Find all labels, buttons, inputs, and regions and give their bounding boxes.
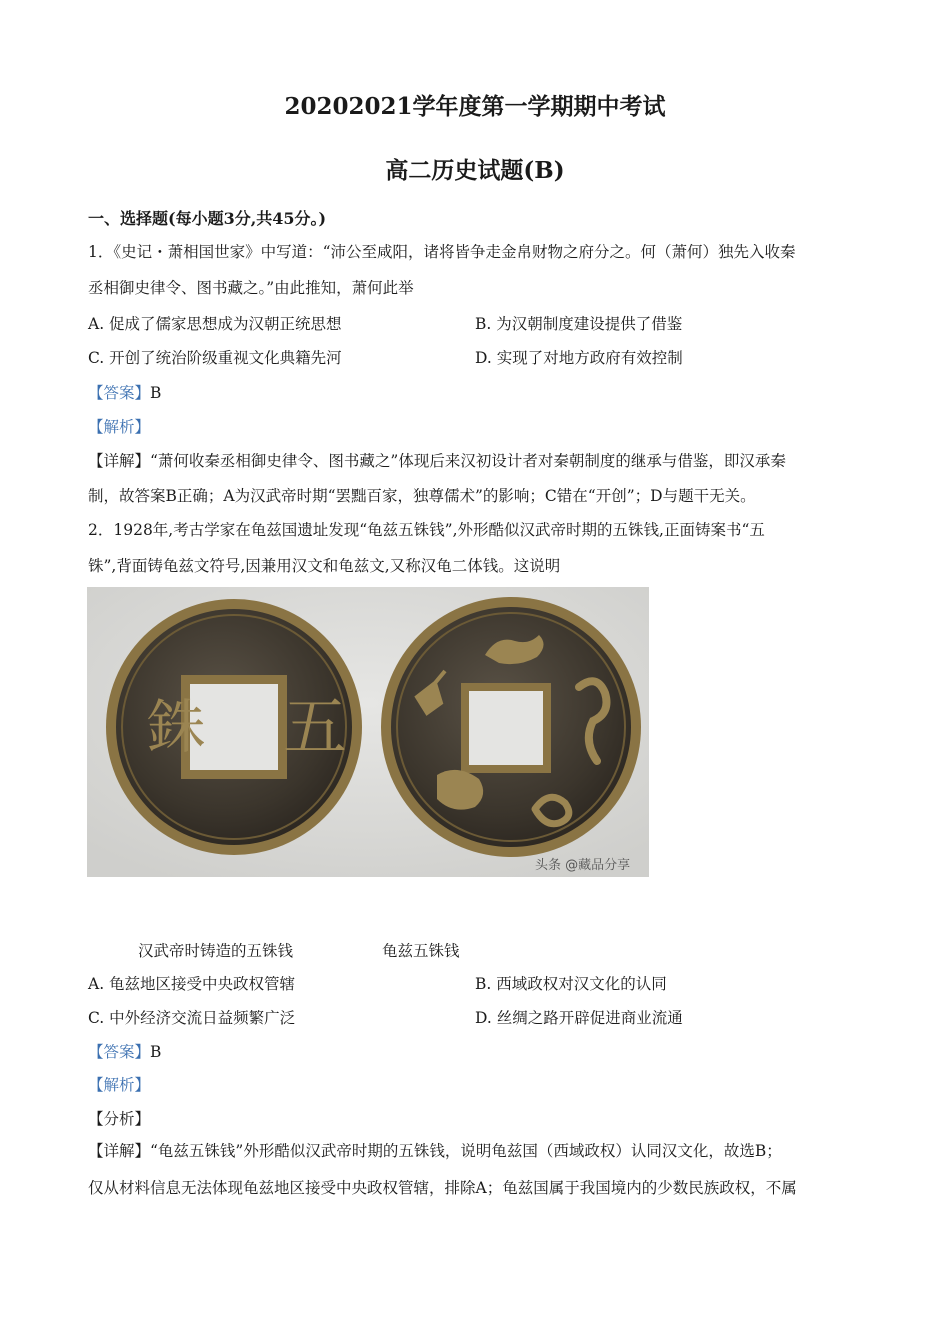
q2-detail-line2: 仅从材料信息无法体现龟兹地区接受中央政权管辖，排除A；龟兹国属于我国境内的少数民族政权，不属	[88, 1179, 797, 1197]
q2-answer	[88, 1040, 161, 1062]
answer-value: B	[150, 384, 162, 402]
answer-label: 【答案】	[88, 1043, 151, 1061]
q2-stem-line1: 2．1928年,考古学家在龟兹国遗址发现“龟兹五铢钱”,外形酷似汉武帝时期的五铢钱,正面铸案书“五	[88, 521, 765, 539]
q2-option-b: B. 西域政权对汉文化的认同	[475, 975, 667, 993]
qiuci-wuzhu-coin	[381, 597, 641, 857]
q2-fenxi-label: 【分析】	[88, 1110, 151, 1128]
caption-qiuci-coin: 龟兹五铢钱	[382, 942, 460, 960]
page-title: 20202021学年度第一学期期中考试	[284, 93, 666, 120]
q1-option-c: C. 开创了统治阶级重视文化典籍先河	[88, 349, 342, 367]
q1-answer	[88, 381, 161, 403]
q2-option-c: C. 中外经济交流日益频繁广泛	[88, 1009, 296, 1027]
photo-watermark: 头条 @藏品分享	[535, 858, 631, 873]
q2-option-a: A. 龟兹地区接受中央政权管辖	[88, 975, 296, 993]
q1-stem-line1: 1．《史记・萧相国世家》中写道：“沛公至咸阳，诸将皆争走金帛财物之府分之。何（萧何）独先入收秦	[88, 243, 796, 261]
page-subtitle: 高二历史试题(B)	[385, 157, 565, 184]
q1-option-b: B. 为汉朝制度建设提供了借鉴	[475, 315, 683, 333]
caption-han-coin: 汉武帝时铸造的五铢钱	[138, 942, 294, 960]
q2-option-d: D. 丝绸之路开辟促进商业流通	[475, 1009, 683, 1027]
q1-option-a: A. 促成了儒家思想成为汉朝正统思想	[88, 315, 342, 333]
q1-option-d: D. 实现了对地方政府有效控制	[475, 349, 683, 367]
zhu-character: 銖	[147, 693, 206, 761]
coins-illustration	[87, 587, 649, 877]
q2-stem-line2: 铢”,背面铸龟兹文符号,因兼用汉文和龟兹文,又称汉龟二体钱。这说明	[88, 557, 561, 575]
q1-detail-line1: 【详解】“萧何收秦丞相御史律令、图书藏之”体现后来汉初设计者对秦朝制度的继承与借鉴，即汉承秦	[88, 452, 786, 470]
section-heading: 一、选择题(每小题3分,共45分。)	[88, 209, 327, 228]
q1-detail-line2: 制，故答案B正确；A为汉武帝时期“罢黜百家，独尊儒术”的影响；C错在“开创”；D与题干无关。	[88, 487, 756, 505]
answer-value: B	[150, 1043, 162, 1061]
q2-analysis-label: 【解析】	[88, 1076, 151, 1094]
wu-character: 五	[283, 691, 347, 765]
q1-analysis-label: 【解析】	[88, 418, 151, 436]
han-wuzhu-coin	[106, 599, 362, 855]
answer-label: 【答案】	[88, 384, 151, 402]
q2-detail-line1: 【详解】“龟兹五铢钱”外形酷似汉武帝时期的五铢钱，说明龟兹国（西域政权）认同汉文化，故选B；	[88, 1142, 782, 1160]
q1-stem-line2: 丞相御史律令、图书藏之。”由此推知，萧何此举	[88, 279, 414, 297]
coins-photo	[87, 587, 649, 877]
